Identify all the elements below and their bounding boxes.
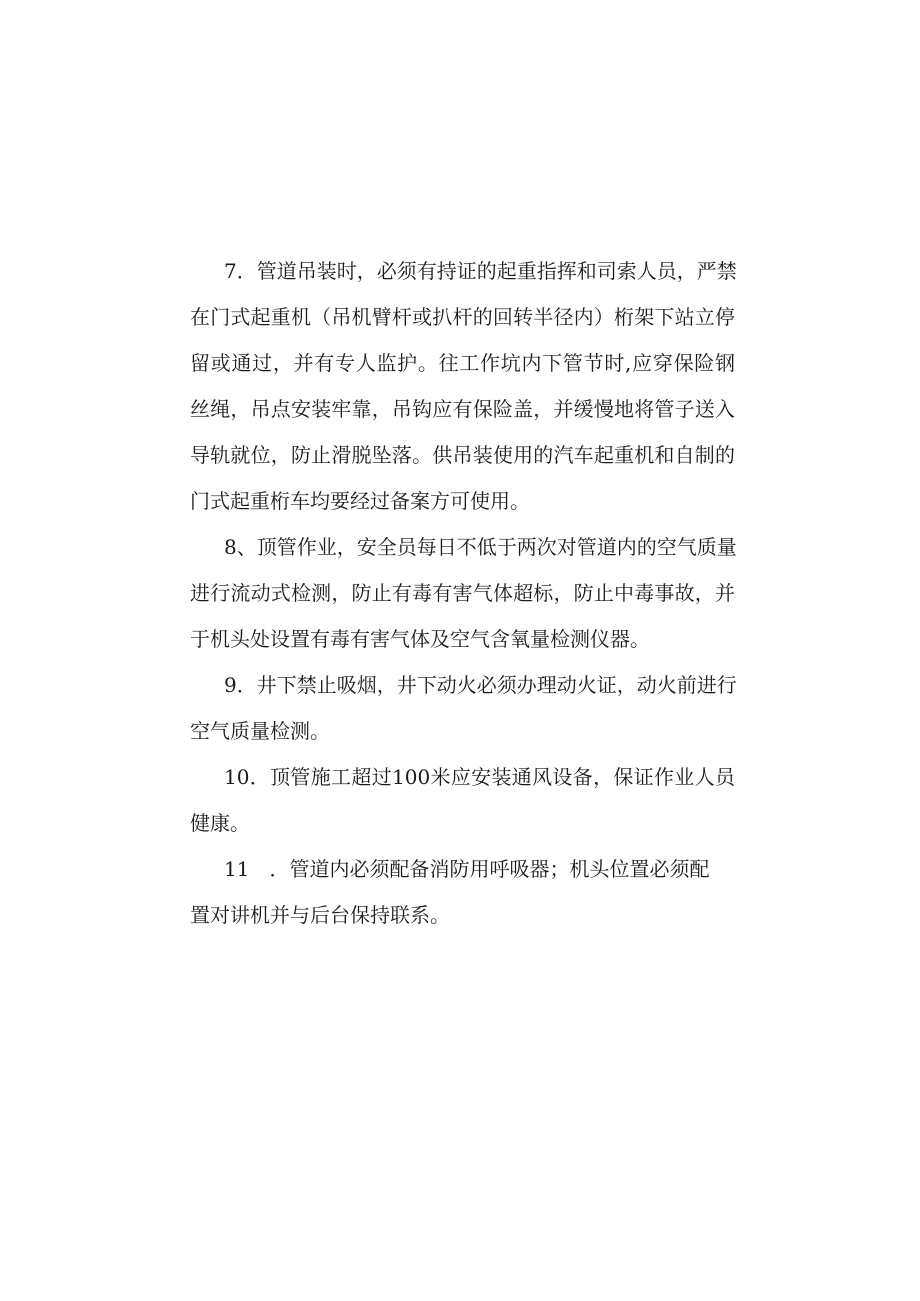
text-line: 置对讲机并与后台保持联系。 <box>190 903 450 927</box>
text-line: 留或通过，并有专人监护。往工作坑内下管节时,应穿保险钢 <box>190 351 735 375</box>
paragraph-item-9 <box>190 662 735 754</box>
text-line: 8、顶管作业，安全员每日不低于两次对管道内的空气质量 <box>224 535 737 559</box>
paragraph-item-7 <box>190 248 735 524</box>
paragraph-item-8 <box>190 524 735 662</box>
text-line: 于机头处设置有毒有害气体及空气含氧量检测仪器。 <box>190 627 650 651</box>
paragraph-item-10 <box>190 754 735 846</box>
text-line: 进行流动式检测，防止有毒有害气体超标，防止中毒事故，并 <box>190 581 735 605</box>
text-line: 空气质量检测。 <box>190 719 330 743</box>
text-line: 9．井下禁止吸烟，井下动火必须办理动火证，动火前进行 <box>224 673 737 697</box>
paragraph-item-11 <box>190 846 735 938</box>
document-body <box>190 248 735 938</box>
text-line: 11 ．管道内必须配备消防用呼吸器；机头位置必须配 <box>224 857 710 881</box>
text-line: 门式起重桁车均要经过备案方可使用。 <box>190 489 530 513</box>
text-line: 7．管道吊装时，必须有持证的起重指挥和司索人员，严禁 <box>224 259 737 283</box>
text-line: 导轨就位，防止滑脱坠落。供吊装使用的汽车起重机和自制的 <box>190 443 735 467</box>
text-line: 丝绳，吊点安装牢靠，吊钩应有保险盖，并缓慢地将管子送入 <box>190 397 735 421</box>
text-line: 健康。 <box>190 811 250 835</box>
text-line: 在门式起重机（吊机臂杆或扒杆的回转半径内）桁架下站立停 <box>190 305 735 329</box>
text-line: 10．顶管施工超过100米应安装通风设备，保证作业人员 <box>224 765 735 789</box>
